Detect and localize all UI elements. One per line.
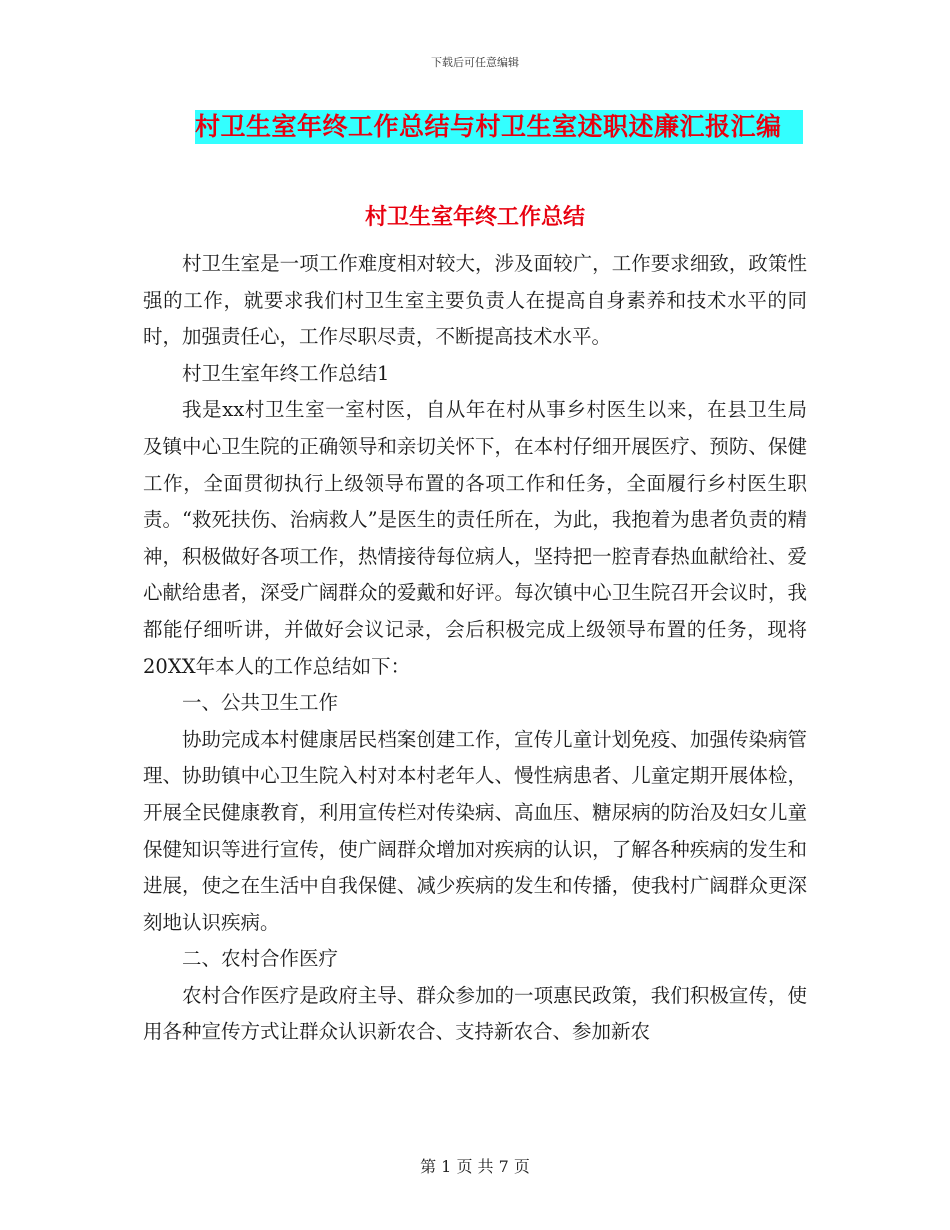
paragraph-cooperative-medical: 农村合作医疗是政府主导、群众参加的一项惠民政策，我们积极宣传，使用各种宣传方式让群众认识新农合、支持新农合、参加新农 <box>143 983 807 1044</box>
body-text <box>143 246 807 1051</box>
paragraph-intro: 村卫生室是一项工作难度相对较大，涉及面较广，工作要求细致，政策性强的工作，就要求我们村卫生室主要负责人在提高自身素养和技术水平的同时，加强责任心，工作尽职尽责，不断提高技术水平。 <box>143 252 807 349</box>
header-note: 下载后可任意编辑 <box>431 56 519 69</box>
paragraph-heading-cooperative-medical: 二、农村合作医疗 <box>182 947 339 971</box>
paragraph-public-health: 协助完成本村健康居民档案创建工作，宣传儿童计划免疫、加强传染病管理、协助镇中心卫生院入村对本村老年人、慢性病患者、儿童定期开展体检，开展全民健康教育，利用宣传栏对传染病、高血压、糖尿病的防治及妇女儿童保健知识等进行宣传，使广阔群众增加对疾病的认识，了解各种疾病的发生和进展，使之在生活中自我保健、减少疾病的发生和传播，使我村广阔群众更深刻地认识疾病。 <box>143 727 807 934</box>
section-title: 村卫生室年终工作总结 <box>364 205 585 230</box>
paragraph-subtitle: 村卫生室年终工作总结1 <box>182 361 390 385</box>
paragraph-heading-public-health: 一、公共卫生工作 <box>182 691 339 715</box>
page-number-footer: 第 1 页 共 7 页 <box>420 1157 530 1176</box>
paragraph-self-intro: 我是xx村卫生室一室村医，自从年在村从事乡村医生以来，在县卫生局及镇中心卫生院的正确领导和亲切关怀下，在本村仔细开展医疗、预防、保健工作，全面贯彻执行上级领导布置的各项工作和任务，全面履行乡村医生职责。“救死扶伤、治病救人”是医生的责任所在，为此，我抱着为患者负责的精神，积极做好各项工作，热情接待每位病人，坚持把一腔青春热血献给社、爱心献给患者，深受广阔群众的爱戴和好评。每次镇中心卫生院召开会议时，我都能仔细听讲，并做好会议记录，会后积极完成上级领导布置的任务，现将20XX年本人的工作总结如下： <box>143 398 807 678</box>
main-title: 村卫生室年终工作总结与村卫生室述职述廉汇报汇编 <box>195 110 803 144</box>
